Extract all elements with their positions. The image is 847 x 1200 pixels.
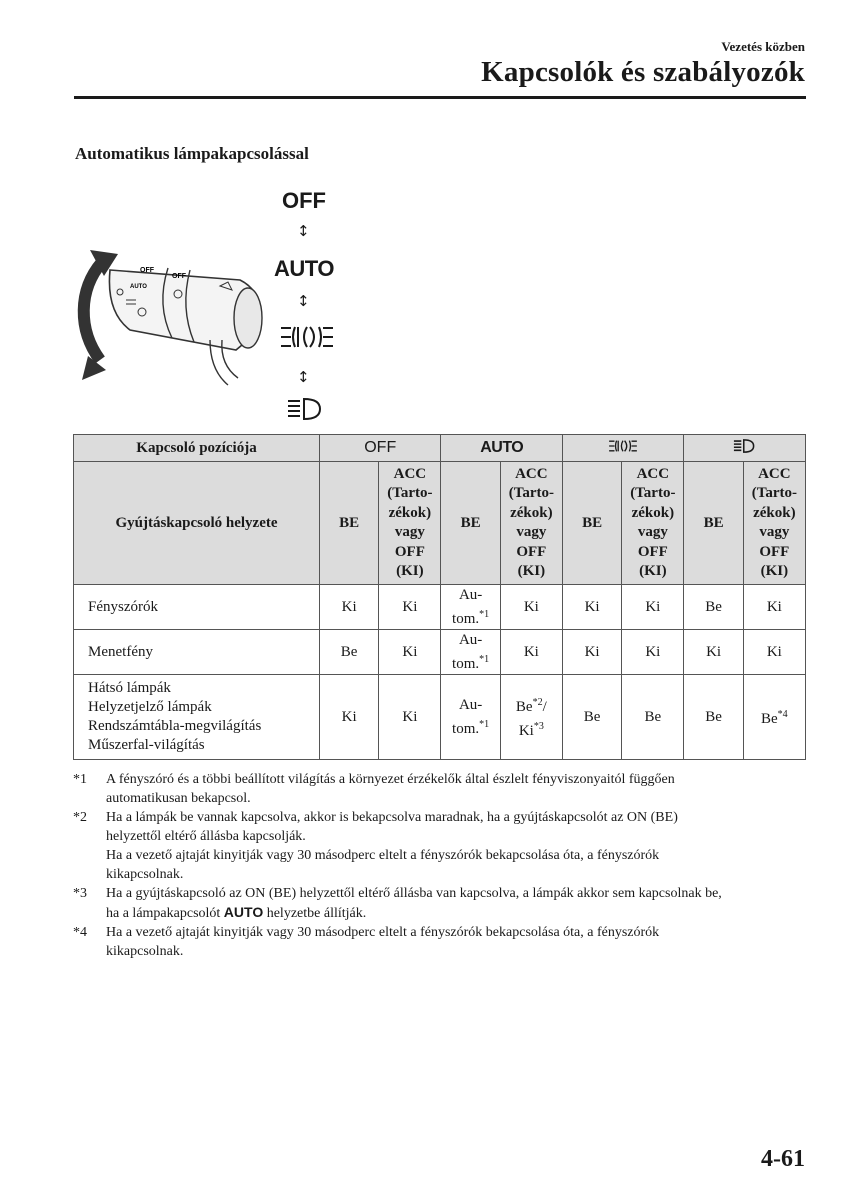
table-row [74, 585, 806, 630]
row-label [74, 630, 320, 675]
cell-line: Au- [458, 696, 483, 713]
acc-line: zékok) [510, 504, 553, 521]
cell-line: Au- [458, 586, 483, 603]
row-label-line: Menetfény [88, 643, 153, 660]
cell-line: Ki [645, 598, 661, 615]
table-cell [684, 675, 743, 760]
row-label [74, 675, 320, 760]
table-cell [441, 630, 500, 675]
cell-line: Ki [402, 708, 418, 725]
acc-line: vagy [637, 524, 668, 540]
row-label-line: Helyzetjelző lámpák [88, 699, 212, 715]
acc-line: (Tarto- [751, 485, 797, 501]
table-cell [562, 585, 621, 630]
high-beam-icon [286, 396, 326, 422]
table-cell [622, 630, 684, 675]
table-cell [441, 585, 500, 630]
table-cell [500, 675, 562, 760]
table-cell [320, 675, 379, 760]
headlight-low-icon [279, 322, 335, 352]
table-cell [379, 675, 441, 760]
table-cell [500, 585, 562, 630]
acc-line: (KI) [396, 563, 424, 579]
cell-line: Ki [402, 598, 418, 615]
cell-line: Be$^{*4}$ [761, 709, 788, 727]
ignition-acc [743, 462, 805, 585]
acc-line: (KI) [639, 563, 667, 579]
section-label: Vezetés közben [721, 39, 805, 54]
footnote-line: A fényszóró és a többi beállított világítás a környezet érzékelők által észlelt fényviszonyaitól függően [106, 772, 675, 787]
footnote-line: Ha a lámpák be vannak kapcsolva, akkor is bekapcsolva maradnak, ha a gyújtáskapcsolót az ON (BE) [106, 810, 678, 825]
light-switch-diagram [60, 180, 380, 420]
footnote-mark: *4 [73, 925, 87, 940]
table-row [74, 675, 806, 760]
table-cell [743, 675, 805, 760]
ignition-header: Gyújtáskapcsoló helyzete [74, 462, 320, 585]
table-cell [562, 675, 621, 760]
col-auto-header: AUTO [441, 435, 562, 462]
acc-line: zékok) [753, 504, 796, 521]
row-label-line: Hátsó lámpák [88, 680, 171, 696]
row-label-line: Műszerfal-világítás [88, 737, 205, 753]
footnote-line: kikapcsolnak. [106, 867, 184, 882]
cell-line: Be [705, 708, 722, 725]
table-row [74, 630, 806, 675]
acc-line: (Tarto- [508, 485, 554, 501]
cell-line: Ki [523, 643, 539, 660]
row-label-line: Rendszámtábla-megvilágítás [88, 718, 262, 734]
footnote-mark: *2 [73, 810, 87, 825]
cell-line: Au- [458, 631, 483, 648]
acc-line: (Tarto- [630, 485, 676, 501]
page-title: Kapcsolók és szabályozók [481, 56, 805, 88]
cell-line: tom.$^{*1}$ [452, 608, 490, 627]
ignition-acc [500, 462, 562, 585]
footnote-4 [73, 923, 803, 961]
light-switch-lever-illustration [60, 220, 290, 430]
acc-line: ACC [393, 465, 427, 482]
switch-position-table [73, 434, 806, 760]
cell-line: Ki [766, 643, 782, 660]
footnote-3 [73, 884, 803, 923]
footnote-1 [73, 770, 803, 808]
cell-line: Ki [523, 598, 539, 615]
table-cell [622, 675, 684, 760]
lever-label-off: OFF [140, 267, 154, 274]
acc-line: vagy [394, 524, 425, 540]
cell-line: tom.$^{*1}$ [452, 718, 490, 737]
acc-line: zékok) [631, 504, 675, 521]
acc-line: ACC [758, 465, 791, 482]
acc-line: OFF [759, 543, 790, 560]
acc-line: ACC [636, 465, 670, 482]
auto-inline-label: AUTO [223, 904, 264, 920]
cell-line: Ki [341, 708, 357, 725]
table-cell [684, 585, 743, 630]
cell-line: Ki$^{*3}$ [518, 721, 544, 739]
footnote-line: automatikusan bekapcsol. [106, 791, 251, 806]
acc-line: ACC [515, 465, 548, 482]
updown-arrow-icon: ↕ [297, 222, 310, 240]
acc-line: (Tarto- [387, 485, 433, 501]
cell-line: Ki [766, 598, 782, 615]
acc-line: vagy [759, 524, 790, 540]
footnote-2 [73, 808, 803, 884]
ignition-be: BE [562, 462, 621, 585]
row-label [74, 585, 320, 630]
table-cell [743, 630, 805, 675]
table-cell [500, 630, 562, 675]
footnote-line: helyzettől eltérő állásba kapcsolják. [106, 829, 306, 844]
footnote-line: kikapcsolnak. [106, 944, 184, 959]
title-rule [74, 96, 806, 99]
ignition-acc [379, 462, 441, 585]
table-cell [622, 585, 684, 630]
footnotes [73, 770, 803, 961]
footnote-line: Ha a vezető ajtaját kinyitják vagy 30 másodperc eltelt a fényszórók bekapcsolása óta, a fényszórók [106, 925, 660, 940]
acc-line: (KI) [760, 563, 789, 579]
headlight-icon [732, 438, 758, 454]
updown-arrow-icon: ↕ [297, 292, 310, 310]
acc-line: zékok) [388, 504, 432, 521]
table-cell [320, 585, 379, 630]
cell-line: Ki [706, 643, 722, 660]
switch-position-header: Kapcsoló pozíciója [74, 435, 320, 462]
ignition-acc [622, 462, 684, 585]
cell-line: Ki [584, 598, 600, 615]
cell-line: Be [705, 598, 722, 615]
ignition-be: BE [684, 462, 743, 585]
table-cell [684, 630, 743, 675]
cell-line: Be [644, 708, 662, 725]
cell-line: Be$^{*2}$/ [515, 697, 547, 715]
cell-line: Ki [584, 643, 600, 660]
table-cell [743, 585, 805, 630]
footnote-mark: *3 [73, 886, 87, 901]
parking-light-icon [606, 438, 640, 454]
position-off-label: OFF [282, 188, 326, 213]
footnote-mark: *1 [73, 772, 87, 787]
footnote-line: Ha a vezető ajtaját kinyitják vagy 30 másodperc eltelt a fényszórók bekapcsolása óta, a fényszórók [106, 848, 660, 863]
footnote-line: ha a lámpakapcsolót AUTO helyzetbe állítják. [106, 904, 367, 921]
footnote-line: Ha a gyújtáskapcsoló az ON (BE) helyzettől eltérő állásba van kapcsolva, a lámpák akkor sem kapcsolnak be, [106, 886, 722, 901]
ignition-be: BE [320, 462, 379, 585]
page-number: 4-61 [761, 1146, 805, 1172]
acc-line: vagy [516, 524, 547, 540]
acc-line: (KI) [517, 563, 546, 579]
lever-label-off-fog: OFF [172, 273, 186, 280]
position-auto-label: AUTO [274, 256, 334, 281]
updown-arrow-icon: ↕ [297, 368, 310, 386]
acc-line: OFF [394, 543, 425, 560]
table-cell [562, 630, 621, 675]
sub-heading: Automatikus lámpakapcsolással [75, 144, 309, 163]
cell-line: Be [340, 643, 358, 660]
cell-line: tom.$^{*1}$ [452, 653, 490, 672]
cell-line: Be [583, 708, 601, 725]
row-label-line: Fényszórók [88, 598, 158, 615]
cell-line: Ki [341, 598, 357, 615]
table-cell [379, 630, 441, 675]
ignition-be: BE [441, 462, 500, 585]
col-off-header: OFF [320, 435, 441, 462]
col-headlight-header [684, 435, 806, 462]
acc-line: OFF [516, 543, 547, 560]
table-cell [320, 630, 379, 675]
table-cell [379, 585, 441, 630]
lever-label-auto: AUTO [130, 284, 147, 290]
table-cell [441, 675, 500, 760]
col-parking-header [562, 435, 683, 462]
cell-line: Ki [645, 643, 661, 660]
acc-line: OFF [637, 543, 668, 560]
cell-line: Ki [402, 643, 418, 660]
